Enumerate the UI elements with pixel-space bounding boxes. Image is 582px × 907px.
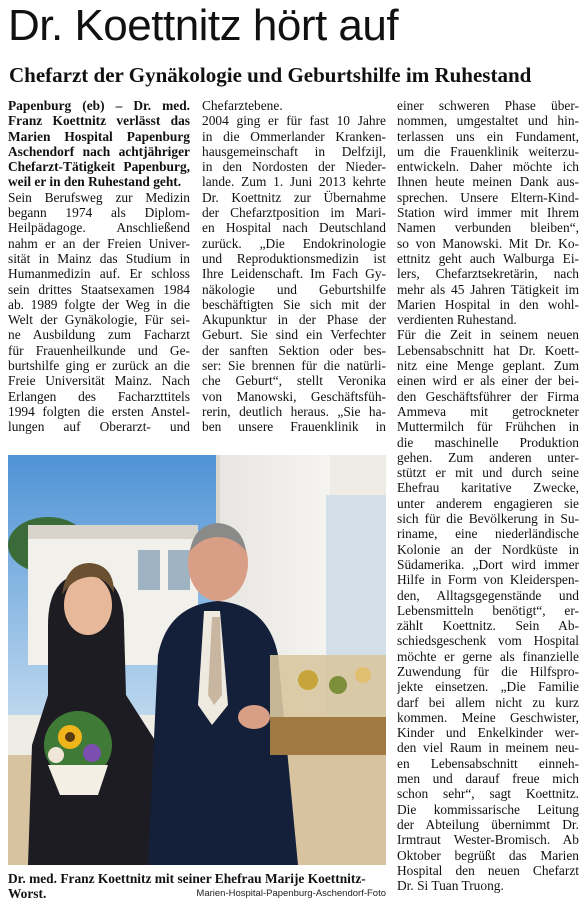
article-line: sein drittes Staatsexamen 1984 xyxy=(8,281,190,297)
article-line: möchte er gerne als finanzielle xyxy=(397,648,579,664)
article-line: Zuwendung für die Hilfspro- xyxy=(397,663,579,679)
article-line: Akupunktur in der Phase der xyxy=(202,312,386,328)
caption-line: Worst. xyxy=(8,886,47,902)
article-line: en Hospital nach Deutschland xyxy=(202,220,386,236)
article-line: Freie Universität Mainz. Nach xyxy=(8,373,190,389)
article-line: lungen auf Oberarzt- und xyxy=(8,419,190,435)
article-line: lande. Zum 1. Juni 2013 kehrte xyxy=(202,174,386,190)
article-line: Erlangen des Facharzttitels xyxy=(8,388,190,404)
article-line: für Frauenheilkunde und Ge- xyxy=(8,342,190,358)
caption-line: Dr. med. Franz Koettnitz mit seiner Ehefrau Marije Koettnitz- xyxy=(8,871,366,886)
article-line: schon sehr“, sagt Koettnitz. xyxy=(397,786,579,802)
article-line: kommen. Meine Geschwister, xyxy=(397,709,579,725)
article-line: verdienten Ruhestand. xyxy=(397,312,517,328)
article-line: darf bei allem nicht zu kurz xyxy=(397,694,579,710)
article-line: ben unsere Frauenklinik in xyxy=(202,419,386,435)
article-line: Hilfe in Form von Kleiderspen- xyxy=(397,572,579,588)
article-line: burtshilfe ging er zurück an die xyxy=(8,358,190,374)
article-line: den Geschäftsführer der Firma xyxy=(397,388,579,404)
article-line: Namen verbunden bleiben“, xyxy=(397,220,579,236)
article-line: unter anderem engagieren sie xyxy=(397,495,579,511)
article-line: entwickeln. Daher möchte ich xyxy=(397,159,579,175)
article-line: Ihnen heute meinen Dank aus- xyxy=(397,174,579,190)
article-subheadline: Chefarzt der Gynäkologie und Geburtshilfe im Ruhestand xyxy=(9,63,532,87)
article-line: sität in Mainz das Studium in xyxy=(8,250,190,266)
article-line: Station wird immer mit Ihrem xyxy=(397,205,579,221)
article-line: der Abteilung übernimmt Dr. xyxy=(397,816,579,832)
article-line: Ammeva mit getrockneter xyxy=(397,403,579,419)
article-line: Für die Zeit in seinem neuen xyxy=(397,327,579,343)
article-line: Sein Berufsweg zur Medizin xyxy=(8,189,190,205)
article-line: einer schweren Phase über- xyxy=(397,98,579,113)
article-headline: Dr. Koettnitz hört auf xyxy=(8,1,399,50)
article-line: Dr. Si Tuan Truong. xyxy=(397,878,504,894)
article-line: zurück. „Die Endokrinologie xyxy=(202,235,386,251)
article-line: terlassen uns ein Fundament, xyxy=(397,128,579,144)
article-line: weil er in den Ruhestand geht. xyxy=(8,174,182,190)
article-line: che Geburt“, stellt Veronika xyxy=(202,373,386,389)
article-line: Ihre Leidenschaft. Im Fach Gy- xyxy=(202,266,386,282)
article-line: Geburt. Sie sind ein Verfechter xyxy=(202,327,386,343)
article-line: den, Alltagsgegenstände und xyxy=(397,587,579,603)
article-line: Humanmedizin auf. Er schloss xyxy=(8,266,190,282)
article-line: en Lebensabschnitt einneh- xyxy=(397,755,579,771)
article-line: so von Manowski. Mit Dr. Ko- xyxy=(397,235,579,251)
article-line: Heilpädagoge. Anschließend xyxy=(8,220,190,236)
article-line: der Chefarztposition im Mari- xyxy=(202,205,386,221)
article-column-3 xyxy=(397,98,579,893)
article-line: Welt der Gynäkologie, Für sei- xyxy=(8,312,190,328)
article-line: nommen, umgestaltet und hin- xyxy=(397,113,579,129)
article-line: Marien Hospital in den wohl- xyxy=(397,296,579,312)
article-line: Ehefrau karitative Zwecke, xyxy=(397,480,579,496)
article-line: mehr als 45 Jahren Tätigkeit im xyxy=(397,281,579,297)
article-line: nahm er an der Freien Univer- xyxy=(8,235,190,251)
article-line: der sanften Sektion oder bes- xyxy=(202,342,386,358)
article-line: in den Nordosten der Nieder- xyxy=(202,159,386,175)
article-line: ne Ausbildung zum Facharzt xyxy=(8,327,190,343)
article-line: gehen. Zum anderen unter- xyxy=(397,449,579,465)
article-line: Die kommissarische Leitung xyxy=(397,801,579,817)
article-line: ser: Sie brennen für die natürli- xyxy=(202,358,386,374)
article-line: Irmtraut Wester-Bromisch. Ab xyxy=(397,832,579,848)
article-line: Lebensmitteln benötigt“, er- xyxy=(397,602,579,618)
article-line: ab. 1989 folgte der Weg in die xyxy=(8,296,190,312)
article-photo xyxy=(8,455,386,865)
article-line: beschäftigten Sie sich mit der xyxy=(202,296,386,312)
article-line: und Reproduktionsmedizin ist xyxy=(202,250,386,266)
article-line: Franz Koettnitz verlässt das xyxy=(8,113,190,129)
article-line: begann 1974 als Diplom- xyxy=(8,205,190,221)
article-line: schiedsgeschenk vom Hospital xyxy=(397,633,579,649)
article-line: Dr. Koettnitz zur Übernahme xyxy=(202,189,386,205)
article-line: Chefarztebene. xyxy=(202,98,283,113)
article-line: Aschendorf nach achtjähriger xyxy=(8,143,190,159)
article-line: Chefarzt-Tätigkeit Papenburg, xyxy=(8,159,190,175)
article-line: ettnitz geht auch Walburga Ei- xyxy=(397,250,579,266)
article-line: von Manowski, Geschäftsfüh- xyxy=(202,388,386,404)
article-line: Kolonie an der Nordküste in xyxy=(397,541,579,557)
article-line: Hospital den neuen Chefarzt xyxy=(397,862,579,878)
article-line: Südamerika. „Dort wird immer xyxy=(397,556,579,572)
article-line: riname, eine niederländische xyxy=(397,526,579,542)
article-line: 1994 folgten die ersten Anstel- xyxy=(8,403,190,419)
article-line: zählt Koettnitz. Sein Ab- xyxy=(397,618,579,634)
article-line: Oktober begrüßt das Marien xyxy=(397,847,579,863)
photo-credit: Marien-Hospital-Papenburg-Aschendorf-Foto xyxy=(196,888,386,899)
article-line: nitz eine Menge geplant. Zum xyxy=(397,358,579,374)
article-column-1 xyxy=(8,98,190,435)
article-line: rerin, deutlich heraus. „Sie ha- xyxy=(202,403,386,419)
article-line: Muttermilch für Frühchen in xyxy=(397,419,579,435)
article-line: näkologie und Geburtshilfe xyxy=(202,281,386,297)
article-line: den viel Raum in meinem neu- xyxy=(397,740,579,756)
article-line: sprechen. Unsere Eltern-Kind- xyxy=(397,189,579,205)
article-line: einen wird er als einer der bei- xyxy=(397,373,579,389)
article-line: Papenburg (eb) – Dr. med. xyxy=(8,98,190,113)
article-line: sich für die Bevölkerung in Su- xyxy=(397,511,579,527)
article-line: Lebensabschnitt hat Dr. Koett- xyxy=(397,342,579,358)
article-line: jekte einsetzen. „Die Familie xyxy=(397,679,579,695)
article-line: Kinder und Enkelkinder wer- xyxy=(397,725,579,741)
article-line: um die Frauenklinik weiterzu- xyxy=(397,143,579,159)
article-line: stützt er mit und durch seine xyxy=(397,465,579,481)
article-line: hausgemeinschaft in Delfzijl, xyxy=(202,143,386,159)
article-line: 2004 ging er für fast 10 Jahre xyxy=(202,113,386,129)
article-line: Marien Hospital Papenburg xyxy=(8,128,190,144)
article-line: die maschinelle Produktion xyxy=(397,434,579,450)
article-line: men und darauf freue mich xyxy=(397,771,579,787)
hand xyxy=(238,705,270,729)
article-column-2 xyxy=(202,98,386,435)
article-line: in die Ommerlander Kranken- xyxy=(202,128,386,144)
article-line: lers, Chefarztsekretärin, nach xyxy=(397,266,579,282)
